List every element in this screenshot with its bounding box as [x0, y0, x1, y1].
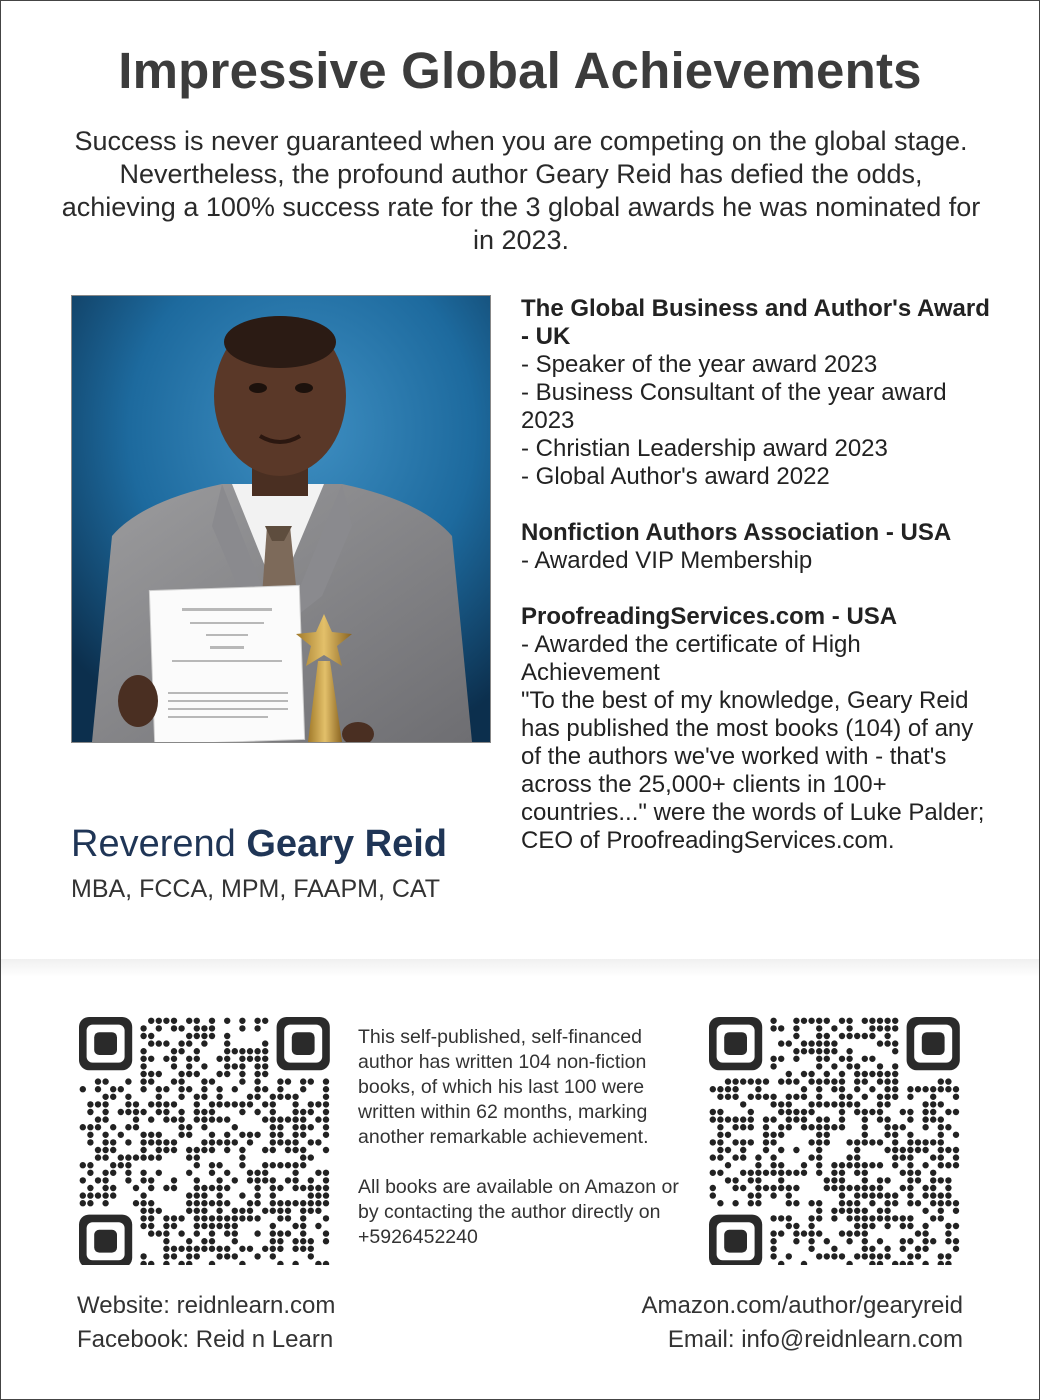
author-credentials: MBA, FCCA, MPM, FAAPM, CAT [71, 875, 441, 903]
email-link[interactable]: Email: info@reidnlearn.com [667, 1326, 963, 1353]
award-item: - Business Consultant of the year award 2023 [521, 379, 947, 434]
author-photo [71, 295, 491, 743]
award-item: - Awarded VIP Membership [521, 547, 813, 574]
footer-left [77, 1289, 335, 1357]
footer-right [642, 1289, 964, 1357]
book-info [358, 1025, 698, 1250]
award-item: - Christian Leadership award 2023 [521, 435, 888, 462]
amazon-link[interactable]: Amazon.com/author/gearyreid [641, 1292, 963, 1319]
facebook-link[interactable]: Facebook: Reid n Learn [77, 1326, 334, 1353]
name-prefix: Reverend [71, 823, 247, 865]
award-org-title: ProofreadingServices.com - USA [521, 603, 898, 630]
award-item: - Global Author's award 2022 [521, 463, 830, 490]
book-info-paragraph: This self-published, self-financed author has written 104 non-fiction books, of which his last 100 were written within 62 months, marking another remarkable achievement. [358, 1026, 649, 1148]
award-org-title: The Global Business and Author's Award - UK [521, 295, 990, 350]
contact-paragraph: All books are available on Amazon or by contacting the author directly on +5926452240 [358, 1176, 679, 1248]
author-name [71, 823, 447, 866]
award-item: - Speaker of the year award 2023 [521, 351, 878, 378]
website-qr-code[interactable] [75, 1015, 335, 1265]
website-link[interactable]: Website: reidnlearn.com [77, 1292, 336, 1319]
amazon-qr-code[interactable] [705, 1015, 965, 1265]
page-title: Impressive Global Achievements [118, 42, 922, 99]
award-item: - Awarded the certificate of High Achievement [521, 631, 861, 686]
testimonial-quote: "To the best of my knowledge, Geary Reid has published the most books (104) of any of the authors we've worked with - that's across the 25,000+ clients in 100+ countries..." were the words of Luke Palder; CEO of ProofreadingServices.com. [521, 687, 985, 854]
section-divider [1, 959, 1039, 977]
awards-list [521, 295, 991, 855]
intro-paragraph: Success is never guaranteed when you are competing on the global stage. Nevertheless, the profound author Geary Reid has defied the odds, achieving a 100% success rate for the 3 global awards he was nominated for in 2023. [61, 126, 981, 255]
award-org-title: Nonfiction Authors Association - USA [521, 519, 952, 546]
name-bold: Geary Reid [246, 823, 447, 865]
